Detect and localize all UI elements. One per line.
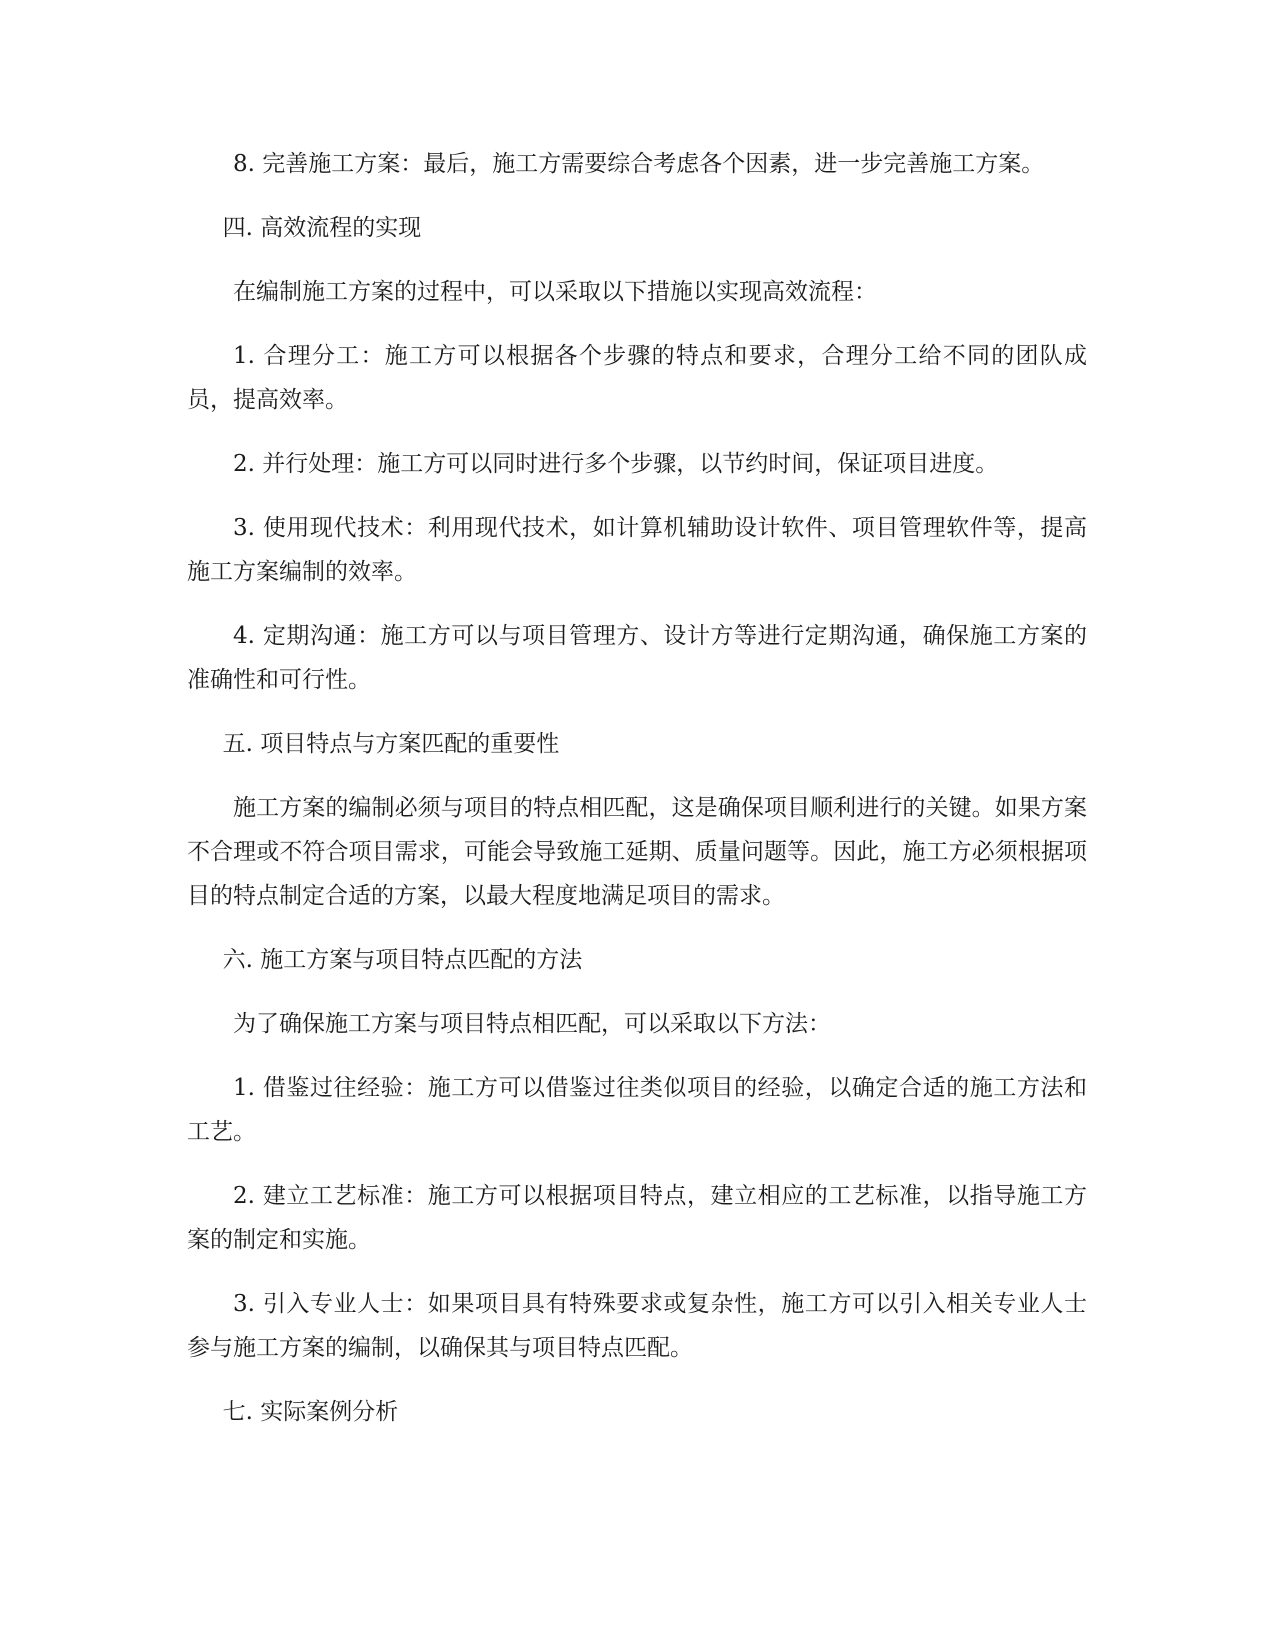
- paragraph-division-of-labor: 1. 合理分工：施工方可以根据各个步骤的特点和要求，合理分工给不同的团队成员，提高效率。: [187, 343, 1087, 413]
- paragraph-past-experience: 1. 借鉴过往经验：施工方可以借鉴过往类似项目的经验，以确定合适的施工方法和工艺。: [187, 1075, 1087, 1145]
- section-heading-6: 六. 施工方案与项目特点匹配的方法: [222, 947, 583, 973]
- paragraph-complete-plan: 8. 完善施工方案：最后，施工方需要综合考虑各个因素，进一步完善施工方案。: [233, 151, 1045, 177]
- paragraph-parallel-processing: 2. 并行处理：施工方可以同时进行多个步骤，以节约时间，保证项目进度。: [233, 451, 999, 477]
- paragraph-modern-technology: 3. 使用现代技术：利用现代技术，如计算机辅助设计软件、项目管理软件等，提高施工方案编制的效率。: [187, 515, 1087, 585]
- section-heading-7: 七. 实际案例分析: [222, 1399, 399, 1425]
- section-heading-4: 四. 高效流程的实现: [222, 215, 422, 241]
- section-heading-5: 五. 项目特点与方案匹配的重要性: [222, 731, 560, 757]
- paragraph-professionals: 3. 引入专业人士：如果项目具有特殊要求或复杂性，施工方可以引入相关专业人士参与施工方案的编制，以确保其与项目特点匹配。: [187, 1291, 1087, 1361]
- paragraph-matching-methods-intro: 为了确保施工方案与项目特点相匹配，可以采取以下方法：: [233, 1011, 831, 1037]
- paragraph-matching-importance: 施工方案的编制必须与项目的特点相匹配，这是确保项目顺利进行的关键。如果方案不合理或不符合项目需求，可能会导致施工延期、质量问题等。因此，施工方必须根据项目的特点制定合适的方案，以最大程度地满足项目的需求。: [187, 795, 1087, 909]
- paragraph-regular-communication: 4. 定期沟通：施工方可以与项目管理方、设计方等进行定期沟通，确保施工方案的准确性和可行性。: [187, 623, 1087, 693]
- paragraph-process-standards: 2. 建立工艺标准：施工方可以根据项目特点，建立相应的工艺标准，以指导施工方案的制定和实施。: [187, 1183, 1087, 1253]
- document-body: [187, 142, 1087, 1454]
- paragraph-efficient-intro: 在编制施工方案的过程中，可以采取以下措施以实现高效流程：: [233, 279, 877, 305]
